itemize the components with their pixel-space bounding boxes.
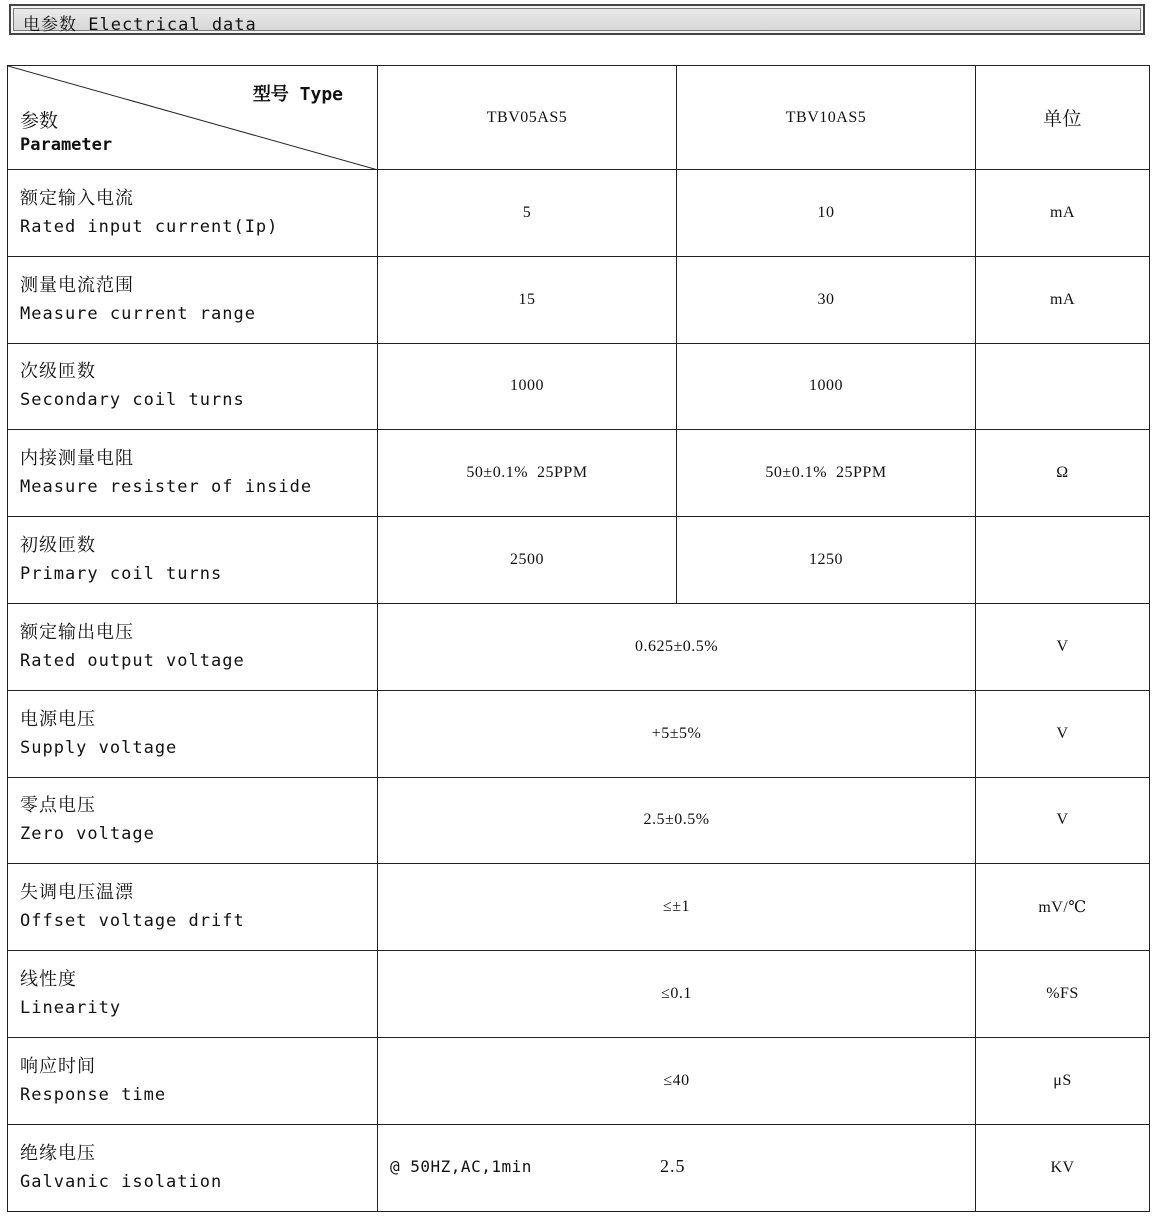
unit-cell: mA: [976, 170, 1150, 257]
param-cell: [8, 690, 378, 777]
param-name-zh: 测量电流范围: [20, 274, 134, 296]
unit-cell: mA: [976, 256, 1150, 343]
value-model-b: 50±0.1% 25PPM: [677, 430, 976, 517]
unit-cell: [976, 517, 1150, 604]
param-name-zh: 额定输出电压: [20, 621, 134, 643]
param-cell: [8, 777, 378, 864]
unit-cell: V: [976, 603, 1150, 690]
value-shared: ≤±1: [378, 864, 976, 951]
parameter-label-zh: 参数: [20, 110, 59, 132]
table-row: [8, 343, 1150, 430]
unit-cell: V: [976, 777, 1150, 864]
param-cell: [8, 256, 378, 343]
param-name-en: Galvanic isolation: [20, 1171, 223, 1192]
unit-cell: %FS: [976, 951, 1150, 1038]
param-name-en: Measure current range: [20, 303, 256, 324]
value-model-a: 5: [378, 170, 677, 257]
value-shared: ≤0.1: [378, 951, 976, 1038]
table-row: [8, 256, 1150, 343]
isolation-value-cell: [378, 1124, 976, 1211]
section-title-bar: [9, 4, 1145, 35]
param-cell: [8, 1124, 378, 1211]
param-name-zh: 响应时间: [20, 1055, 96, 1077]
unit-cell: Ω: [976, 430, 1150, 517]
param-cell: [8, 864, 378, 951]
table-row: [8, 690, 1150, 777]
value-shared: ≤40: [378, 1037, 976, 1124]
table-row: [8, 1037, 1150, 1124]
value-model-b: 1250: [677, 517, 976, 604]
value-model-a: 1000: [378, 343, 677, 430]
table-row: [8, 517, 1150, 604]
table-row: [8, 951, 1150, 1038]
param-name-en: Rated output voltage: [20, 650, 245, 671]
param-name-zh: 次级匝数: [20, 361, 96, 383]
table-row: [8, 1124, 1150, 1211]
value-model-a: 50±0.1% 25PPM: [378, 430, 677, 517]
param-cell: [8, 1037, 378, 1124]
param-name-en: Response time: [20, 1084, 167, 1105]
value-shared: 2.5±0.5%: [378, 777, 976, 864]
param-cell: [8, 951, 378, 1038]
param-cell: [8, 517, 378, 604]
param-name-zh: 绝缘电压: [20, 1142, 96, 1164]
param-cell: [8, 170, 378, 257]
model-b-header: TBV10AS5: [677, 66, 976, 170]
param-name-en: Offset voltage drift: [20, 911, 245, 932]
value-shared: 0.625±0.5%: [378, 603, 976, 690]
value-model-b: 1000: [677, 343, 976, 430]
param-name-zh: 失调电压温漂: [20, 882, 134, 904]
table-row: [8, 430, 1150, 517]
header-corner-cell: [8, 66, 378, 170]
table-row: [8, 603, 1150, 690]
param-name-zh: 初级匝数: [20, 535, 96, 557]
param-name-en: Measure resister of inside: [20, 477, 313, 498]
parameter-label-en: Parameter: [20, 135, 113, 155]
unit-cell: μS: [976, 1037, 1150, 1124]
table-row: [8, 170, 1150, 257]
section-title: 电参数 Electrical data: [23, 15, 257, 35]
value-model-b: 30: [677, 256, 976, 343]
isolation-value: 2.5: [660, 1155, 686, 1176]
param-name-en: Rated input current(Ip): [20, 216, 279, 237]
param-name-en: Zero voltage: [20, 824, 155, 845]
unit-cell: [976, 343, 1150, 430]
unit-header: 单位: [976, 66, 1150, 170]
value-model-a: 2500: [378, 517, 677, 604]
table-row: [8, 864, 1150, 951]
param-cell: [8, 343, 378, 430]
value-model-b: 10: [677, 170, 976, 257]
param-cell: [8, 430, 378, 517]
unit-cell: V: [976, 690, 1150, 777]
model-a-header: TBV05AS5: [378, 66, 677, 170]
param-cell: [8, 603, 378, 690]
table-header-row: [8, 66, 1150, 170]
param-name-en: Linearity: [20, 998, 122, 1019]
param-name-zh: 电源电压: [20, 708, 96, 730]
param-name-zh: 零点电压: [20, 795, 96, 817]
param-name-en: Primary coil turns: [20, 564, 223, 585]
param-name-en: Secondary coil turns: [20, 390, 245, 411]
param-name-zh: 线性度: [20, 969, 77, 991]
param-name-en: Supply voltage: [20, 737, 178, 758]
table-row: [8, 777, 1150, 864]
value-shared: +5±5%: [378, 690, 976, 777]
param-name-zh: 内接测量电阻: [20, 448, 134, 470]
unit-cell: mV/℃: [976, 864, 1150, 951]
value-model-a: 15: [378, 256, 677, 343]
isolation-condition: @ 50HZ,AC,1min: [390, 1156, 532, 1176]
param-name-zh: 额定输入电流: [20, 187, 134, 209]
unit-cell: KV: [976, 1124, 1150, 1211]
electrical-data-table: [7, 65, 1150, 1212]
type-label: 型号 Type: [252, 84, 343, 105]
